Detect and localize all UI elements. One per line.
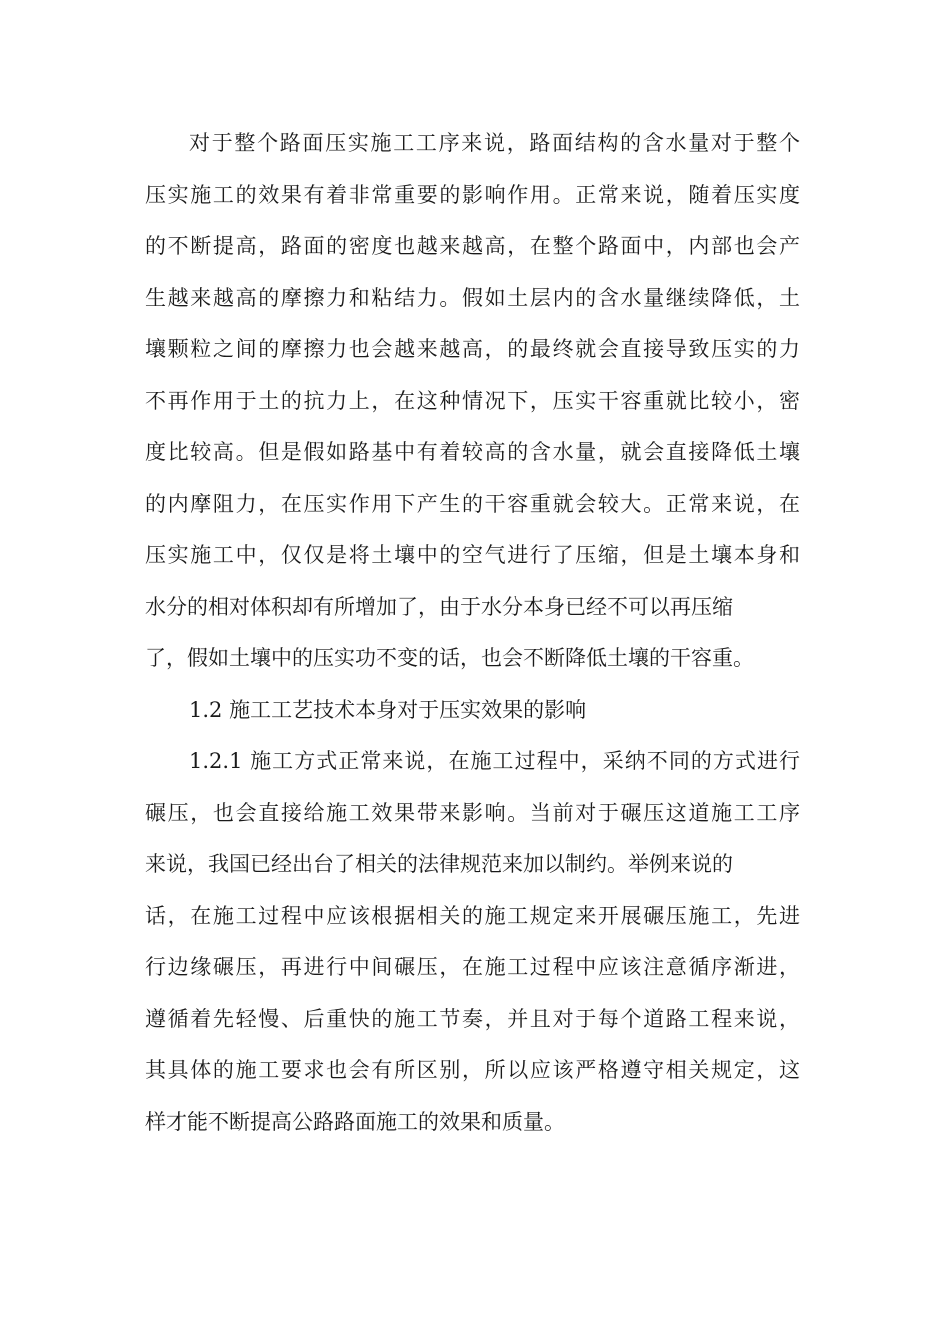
paragraph-compaction-moisture [145, 118, 800, 685]
paragraph-line: 话，在施工过程中应该根据相关的施工规定来开展碾压施工，先进 [145, 903, 800, 928]
paragraph-line: 压实施工的效果有着非常重要的影响作用。正常来说，随着压实度 [145, 182, 800, 207]
paragraph-line: 1.2.1 施工方式正常来说，在施工过程中，采纳不同的方式进行 [189, 749, 800, 773]
document-body [145, 118, 800, 1148]
paragraph-line: 了，假如土壤中的压实功不变的话，也会不断降低土壤的干容重。 [145, 646, 754, 670]
paragraph-line: 水分的相对体积却有所增加了，由于水分本身已经不可以再压缩 [145, 594, 733, 619]
paragraph-line: 其具体的施工要求也会有所区别，所以应该严格遵守相关规定，这 [145, 1058, 800, 1082]
paragraph-line: 来说，我国已经出台了相关的法律规范来加以制约。举例来说的 [145, 852, 733, 876]
section-heading-1-2: 1.2 施工工艺技术本身对于压实效果的影响 [189, 697, 587, 722]
paragraph-line: 度比较高。但是假如路基中有着较高的含水量，就会直接降低土壤 [145, 440, 800, 464]
paragraph-line: 行边缘碾压，再进行中间碾压，在施工过程中应该注意循序渐进， [145, 955, 800, 979]
paragraph-line: 的内摩阻力，在压实作用下产生的干容重就会较大。正常来说，在 [145, 491, 800, 516]
paragraph-line: 壤颗粒之间的摩擦力也会越来越高，的最终就会直接导致压实的力 [145, 337, 800, 361]
paragraph-line: 不再作用于土的抗力上，在这种情况下，压实干容重就比较小，密 [145, 388, 800, 413]
paragraph-line: 样才能不断提高公路路面施工的效果和质量。 [145, 1109, 565, 1134]
paragraph-line: 的不断提高，路面的密度也越来越高，在整个路面中，内部也会产 [145, 234, 800, 258]
paragraph-line: 碾压，也会直接给施工效果带来影响。当前对于碾压这道施工工序 [145, 800, 800, 825]
paragraph-line: 遵循着先轻慢、后重快的施工节奏，并且对于每个道路工程来说， [145, 1006, 800, 1031]
paragraph-construction-method [145, 736, 800, 1148]
paragraph-line: 对于整个路面压实施工工序来说，路面结构的含水量对于整个 [189, 131, 800, 155]
paragraph-line: 压实施工中，仅仅是将土壤中的空气进行了压缩，但是土壤本身和 [145, 543, 800, 567]
paragraph-line: 生越来越高的摩擦力和粘结力。假如土层内的含水量继续降低，土 [145, 285, 800, 310]
